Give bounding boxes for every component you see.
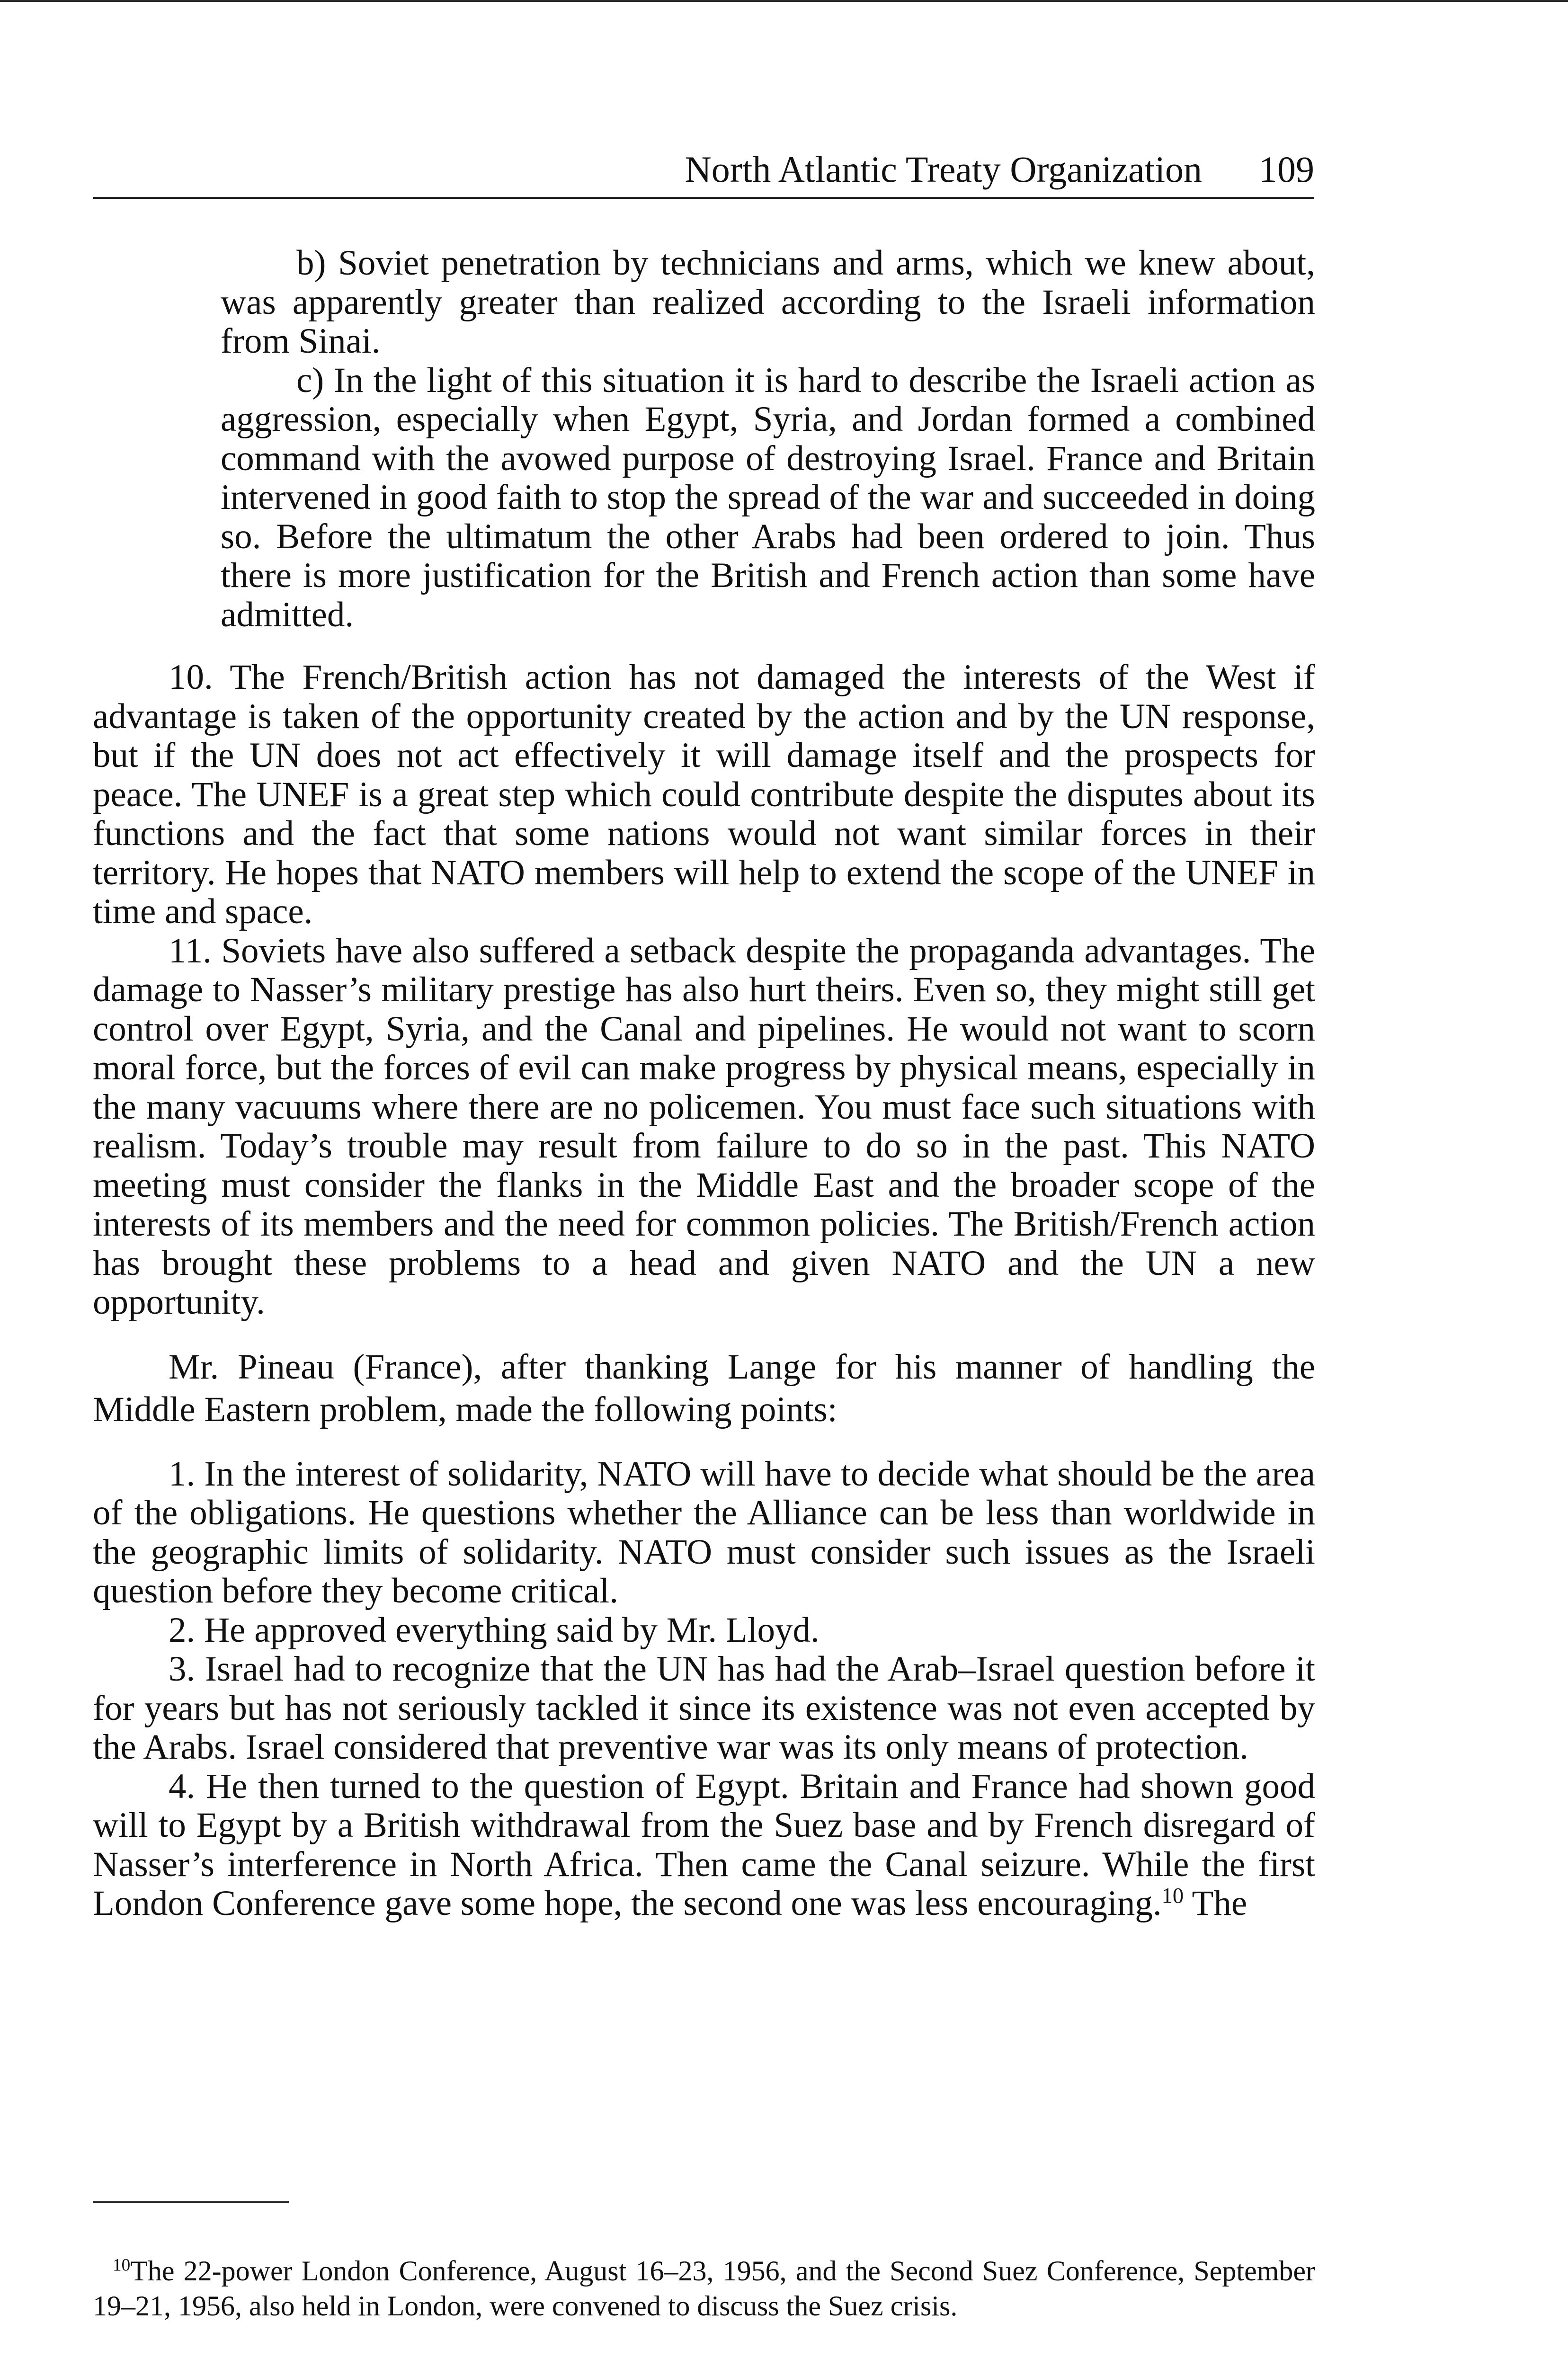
paragraph-point-2: 2. He approved everything said by Mr. Lloyd. (169, 1610, 820, 1650)
paragraph-point-1: 1. In the interest of solidarity, NATO will have to decide what should be the area of the obligations. He questions whether the Alliance can be less than worldwide in the geographic limits of solidarity. NATO must consider such issues as the Israeli question before they become critical. (93, 1454, 1315, 1611)
body-text (93, 244, 1315, 1923)
paragraph-10: 10. The French/British action has not damaged the interests of the West if advantage is taken of the opportunity created by the action and by the UN response, but if the UN does not act effectively it will damage itself and the prospects for peace. The UNEF is a great step which could contribute despite the disputes about its functions and the fact that some nations would not want similar forces in their territory. He hopes that NATO members will help to extend the scope of the UNEF in time and space. (93, 658, 1315, 931)
footnote-marker: 10 (113, 2255, 131, 2275)
paragraph-b: b) Soviet penetration by technicians and arms, which we knew about, was apparently greater than realized according to the Israeli information from Sinai. (221, 243, 1315, 361)
running-header (93, 142, 1314, 199)
paragraph-c: c) In the light of this situation it is hard to describe the Israeli action as aggression, especially when Egypt, Syria, and Jordan formed a combined command with the avowed purpose of destroying Israel. France and Britain intervened in good faith to stop the spread of the war and succeeded in doing so. Before the ultimatum the other Arabs had been ordered to join. Thus there is more justification for the British and French action than some have admitted. (221, 360, 1315, 634)
header-title: North Atlantic Treaty Organization (685, 149, 1202, 190)
paragraph-point-3: 3. Israel had to recognize that the UN has had the Arab–Israel question before it for years but has not seriously tackled it since its existence was not even accepted by the Arabs. Israel considered that preventive war was its only means of protection. (93, 1649, 1315, 1767)
paragraph-point-4 (93, 1767, 1315, 1923)
footnote-text: The 22-power London Conference, August 16–23, 1956, and the Second Suez Conference, September 19–21, 1956, also held in London, were convened to discuss the Suez crisis. (93, 2255, 1315, 2322)
paragraph-11: 11. Soviets have also suffered a setback despite the propaganda advantages. The damage to Nasser’s military prestige has also hurt theirs. Even so, they might still get control over Egypt, Syria, and the Canal and pipelines. He would not want to scorn moral force, but the forces of evil can make progress by physical means, especially in the many vacuums where there are no policemen. You must face such situations with realism. Today’s trouble may result from failure to do so in the past. This NATO meeting must consider the flanks in the Middle East and the broader scope of the interests of its members and the need for common policies. The British/French action has brought these problems to a head and given NATO and the UN a new opportunity. (93, 931, 1315, 1322)
footnote-reference: 10 (1161, 1884, 1184, 1908)
page-top-edge-rule (0, 0, 1568, 2)
paragraph-pineau-intro: Mr. Pineau (France), after thanking Lange for his manner of handling the Middle Eastern problem, made the following points: (93, 1347, 1315, 1429)
footnote (93, 2253, 1315, 2323)
paragraph-point-4-tail: The (1184, 1884, 1247, 1923)
paragraph-point-4-text: 4. He then turned to the question of Egypt. Britain and France had shown good will to Egypt by a British withdrawal from the Suez base and by French disregard of Nasser’s interference in North Africa. Then came the Canal seizure. While the first London Conference gave some hope, the second one was less encouraging. (93, 1766, 1315, 1923)
page-number: 109 (1259, 149, 1314, 190)
footnote-divider (93, 2201, 289, 2203)
